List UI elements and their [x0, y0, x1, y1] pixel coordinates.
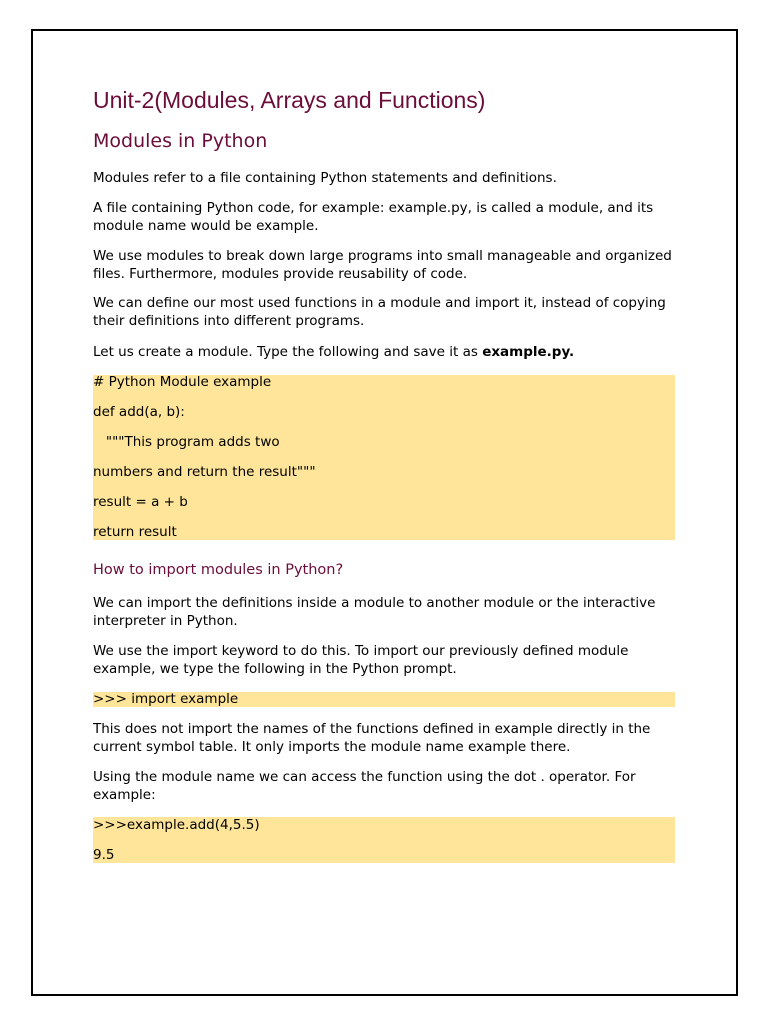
import-paragraph-1: We can import the definitions inside a module to another module or the interactive interpreter in Python.	[93, 595, 656, 629]
code-block-module-example	[93, 375, 675, 540]
code-block-access	[93, 817, 675, 863]
code-line: """This program adds two	[93, 434, 280, 450]
intro-paragraph-2: A file containing Python code, for example: example.py, is called a module, and its module name would be example.	[93, 200, 654, 234]
section-title: Modules in Python	[93, 130, 268, 152]
code-line: 9.5	[93, 847, 115, 863]
after-import-paragraph-2: Using the module name we can access the function using the dot . operator. For example:	[93, 769, 636, 803]
code-line: result = a + b	[93, 494, 188, 510]
code-line: return result	[93, 524, 177, 540]
intro-paragraph-1: Modules refer to a file containing Python statements and definitions.	[93, 170, 557, 186]
intro-paragraph-4: We can define our most used functions in a module and import it, instead of copying their definitions into different programs.	[93, 295, 666, 329]
import-paragraph-2: We use the import keyword to do this. To import our previously defined module example, we type the following in the Python prompt.	[93, 643, 629, 677]
unit-title: Unit-2(Modules, Arrays and Functions)	[93, 87, 486, 113]
create-module-filename: example.py.	[482, 344, 575, 360]
after-import-paragraph-1: This does not import the names of the functions defined in example directly in the current symbol table. It only imports the module name example there.	[93, 721, 651, 755]
code-block-import	[93, 692, 675, 707]
code-line: numbers and return the result"""	[93, 464, 316, 480]
code-line: >>> import example	[93, 691, 239, 707]
code-line: >>>example.add(4,5.5)	[93, 817, 260, 833]
create-module-text: Let us create a module. Type the following and save it as	[93, 344, 483, 360]
create-module-paragraph	[93, 343, 675, 361]
import-heading: How to import modules in Python?	[93, 562, 344, 578]
intro-paragraph-3: We use modules to break down large programs into small manageable and organized files. Furthermore, modules provide reusability of code.	[93, 248, 672, 282]
code-line: # Python Module example	[93, 374, 272, 390]
code-line: def add(a, b):	[93, 404, 185, 420]
